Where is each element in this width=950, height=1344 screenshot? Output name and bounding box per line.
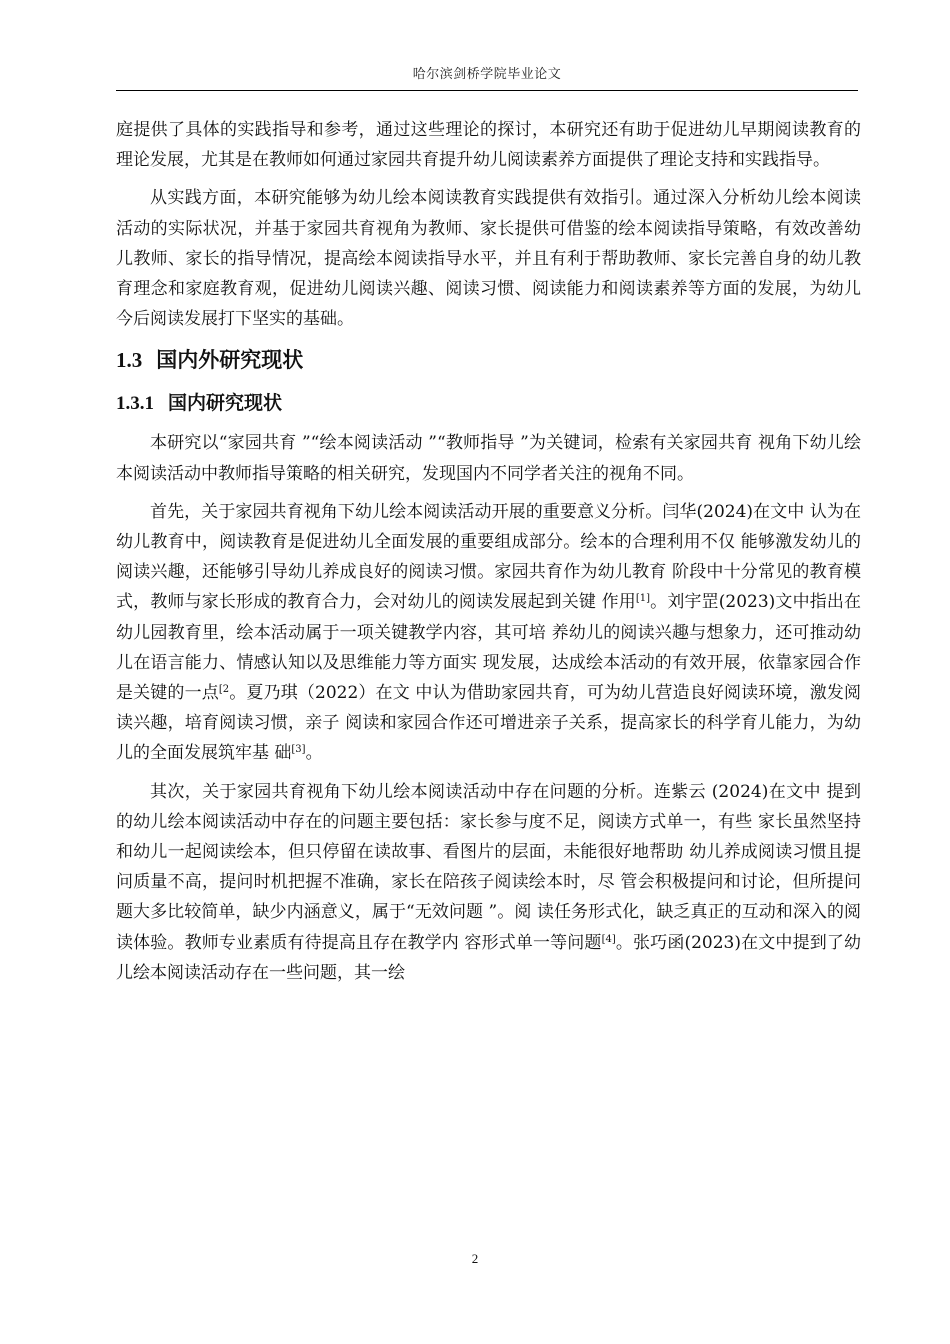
section-heading-1-3	[116, 342, 861, 378]
subsection-number: 1.3.1	[116, 393, 154, 415]
text-segment: 其次，关于家园共育视角下幼儿绘本阅读活动中存在问题的分析。连紫云 (2024)在文中 提到的幼儿绘本阅读活动中存在的问题主要包括：家长参与度不足，阅读方式单一，有些 家长虽然坚持和幼儿一起阅读绘本，但只停留在读故事、看图片的层面，未能很好地帮助 幼儿养成阅读习惯且提问质量不高，提问时机把握不准确，家长在陪孩子阅读绘本时，尽 管会积极提问和讨论，但所提问题大多比较简单，缺少内涵意义，属于“无效问题 ”。阅 读任务形式化，缺乏真正的互动和深入的阅读体验。教师专业素质有待提高且存在教学内 容形式单一等问题	[116, 781, 861, 953]
page-number: 2	[471, 1251, 479, 1266]
text-segment: 。刘宇罡(2023)文中指出在幼儿园教育里，绘本活动属于一项关键教学内容，其可培 养幼儿的阅读兴趣与想象力，还可推动幼儿在语言能力、情感认知以及思维能力等方面实 现发展，达成绘本活动的有效开展，依靠家园合作是关键的一点	[116, 592, 861, 704]
paragraph-practical-significance: 从实践方面，本研究能够为幼儿绘本阅读教育实践提供有效指引。通过深入分析幼儿绘本阅读活动的实际状况，并基于家园共育视角为教师、家长提供可借鉴的绘本阅读指导策略，有效改善幼儿教师、家长的指导情况，提高绘本阅读指导水平，并且有利于帮助教师、家长完善自身的幼儿教育理念和家庭教育观，促进幼儿阅读兴趣、阅读习惯、阅读能力和阅读素养等方面的发展，为幼儿今后阅读发展打下坚实的基础。	[116, 188, 861, 330]
text-segment: 首先，关于家园共育视角下幼儿绘本阅读活动开展的重要意义分析。闫华(2024)在文中 认为在幼儿教育中，阅读教育是促进幼儿全面发展的重要组成部分。绘本的合理利用不仅 能够激发幼儿的阅读兴趣，还能够引导幼儿养成良好的阅读习惯。家园共育作为幼儿教育 阶段中十分常见的教育模式，教师与家长形成的教育合力，会对幼儿的阅读发展起到关键 作用	[116, 501, 861, 613]
header-rule	[116, 90, 858, 91]
paragraph-continued: 庭提供了具体的实践指导和参考，通过这些理论的探讨，本研究还有助于促进幼儿早期阅读教育的理论发展，尤其是在教师如何通过家园共育提升幼儿阅读素养方面提供了理论支持和实践指导。	[116, 120, 861, 171]
citation: [2	[218, 684, 230, 696]
citation: [1]	[635, 593, 651, 605]
section-heading-1-3-1	[116, 386, 861, 420]
section-number: 1.3	[116, 348, 143, 373]
citation: [4]	[601, 933, 616, 945]
paragraph-problem-analysis	[116, 777, 861, 988]
subsection-title: 国内研究现状	[168, 392, 283, 415]
section-title: 国内外研究现状	[156, 348, 304, 373]
paragraph-significance-analysis	[116, 497, 861, 769]
citation: [3]	[291, 744, 306, 756]
text-segment: 。夏乃琪（2022）在文 中认为借助家园共育，可为幼儿营造良好阅读环境，激发阅读兴趣，培育阅读习惯，亲子 阅读和家园合作还可增进亲子关系，提高家长的科学育儿能力，为幼儿的全面发展筑牢基 础	[116, 683, 862, 764]
text-segment: 。张巧函(2023)在文中提到了幼儿绘本阅读活动存在一些问题，其一绘	[116, 932, 862, 983]
paragraph-keywords: 本研究以“家园共育 ”“绘本阅读活动 ”“教师指导 ”为关键词，检索有关家园共育 视角下幼儿绘本阅读活动中教师指导策略的相关研究，发现国内不同学者关注的视角不同。	[116, 433, 861, 484]
document-body	[116, 115, 861, 988]
page-header: 哈尔滨剑桥学院毕业论文	[412, 67, 562, 82]
text-segment: 。	[305, 743, 323, 764]
